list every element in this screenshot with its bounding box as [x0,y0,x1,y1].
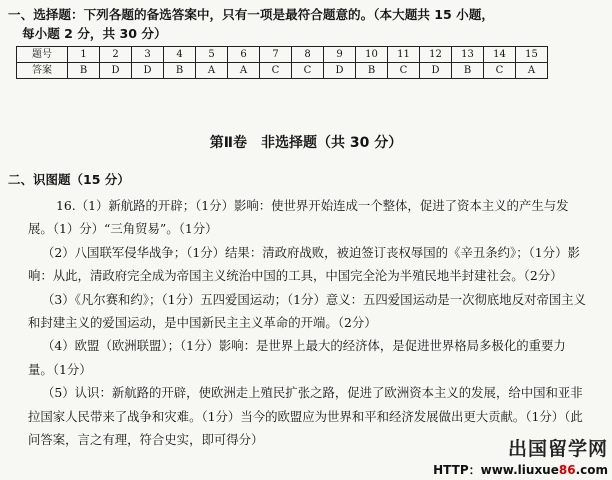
answer-cell: D [132,63,164,79]
number-cell: 12 [420,47,452,63]
answer-row-label: 答案 [17,63,68,79]
answer-cell: C [484,63,516,79]
number-cell: 3 [132,47,164,63]
section-2-heading: 二、识图题（15 分） [8,172,130,187]
volume-2-title: 第Ⅱ卷 非选择题（共 30 分） [209,135,403,151]
answer-paragraph-2: （2）八国联军侵华战争；（1分）结果：清政府战败，被迫签订丧权辱国的《辛丑条约》；（1分）影响：从此，清政府完全成为帝国主义统治中国的工具，中国完全沦为半殖民地半封建社会。（2分） [28,244,580,284]
answer-cell: A [516,63,548,79]
watermark-url-prefix: HTTP：www.liuxue [433,463,559,477]
watermark-url-suffix: .com [575,463,608,477]
number-cell: 6 [228,47,260,63]
answer-cell: B [356,63,388,79]
number-cell: 11 [388,47,420,63]
section-1-line-1: 一、选择题：下列各题的备选答案中，只有一项是最符合题意的。（本大题共 15 小题， [8,7,494,22]
number-cell: 9 [324,47,356,63]
answer-table-number-row [17,47,548,63]
answer-cell: D [420,63,452,79]
site-watermark [433,434,608,478]
number-cell: 4 [164,47,196,63]
answer-body [28,194,588,451]
number-cell: 13 [452,47,484,63]
number-cell: 5 [196,47,228,63]
answer-cell: C [260,63,292,79]
number-cell: 10 [356,47,388,63]
number-row-label: 题号 [17,47,68,63]
number-cell: 1 [68,47,100,63]
section-1-heading [8,5,608,43]
answer-table-answer-row [17,63,548,79]
answer-cell: B [164,63,196,79]
number-cell: 7 [260,47,292,63]
answer-cell: D [324,63,356,79]
watermark-brand: 出国留学网 [507,438,608,460]
answer-cell: C [388,63,420,79]
answer-paragraph-3: （3）《凡尔赛和约》；（1分）五四爱国运动；（1分）意义：五四爱国运动是一次彻底地反对帝国主义和封建主义的爱国运动，是中国新民主主义革命的开端。（2分） [28,291,587,331]
number-cell: 2 [100,47,132,63]
answer-cell: A [196,63,228,79]
number-cell: 15 [516,47,548,63]
answer-table [16,46,548,79]
answer-cell: D [100,63,132,79]
watermark-url [433,461,608,478]
answer-paragraph-4: （4）欧盟（欧洲联盟）；（1分）影响：是世界上最大的经济体，是促进世界格局多极化的重要力量。（1分） [28,338,566,377]
number-cell: 14 [484,47,516,63]
answer-cell: A [228,63,260,79]
answer-paragraph-1: 16.（1）新航路的开辟；（1分）影响：使世界开始连成一个整体，促进了资本主义的产生与发展。（1）分）“三角贸易”。（1分） [28,198,569,237]
answer-paragraph-5: （5）认识：新航路的开辟，使欧洲走上殖民扩张之路，促进了欧洲资本主义的发展，给中国和亚非拉国家人民带来了战争和灾难。（1分）当今的欧盟应为世界和平和经济发展做出更大贡献。（1分）（此问答案，言之有理，符合史实，即可得分） [28,385,583,448]
answer-cell: B [68,63,100,79]
watermark-url-red: 86 [558,463,576,477]
number-cell: 8 [292,47,324,63]
answer-cell: B [452,63,484,79]
answer-cell: C [292,63,324,79]
section-1-line-2: 每小题 2 分，共 30 分） [22,26,167,41]
